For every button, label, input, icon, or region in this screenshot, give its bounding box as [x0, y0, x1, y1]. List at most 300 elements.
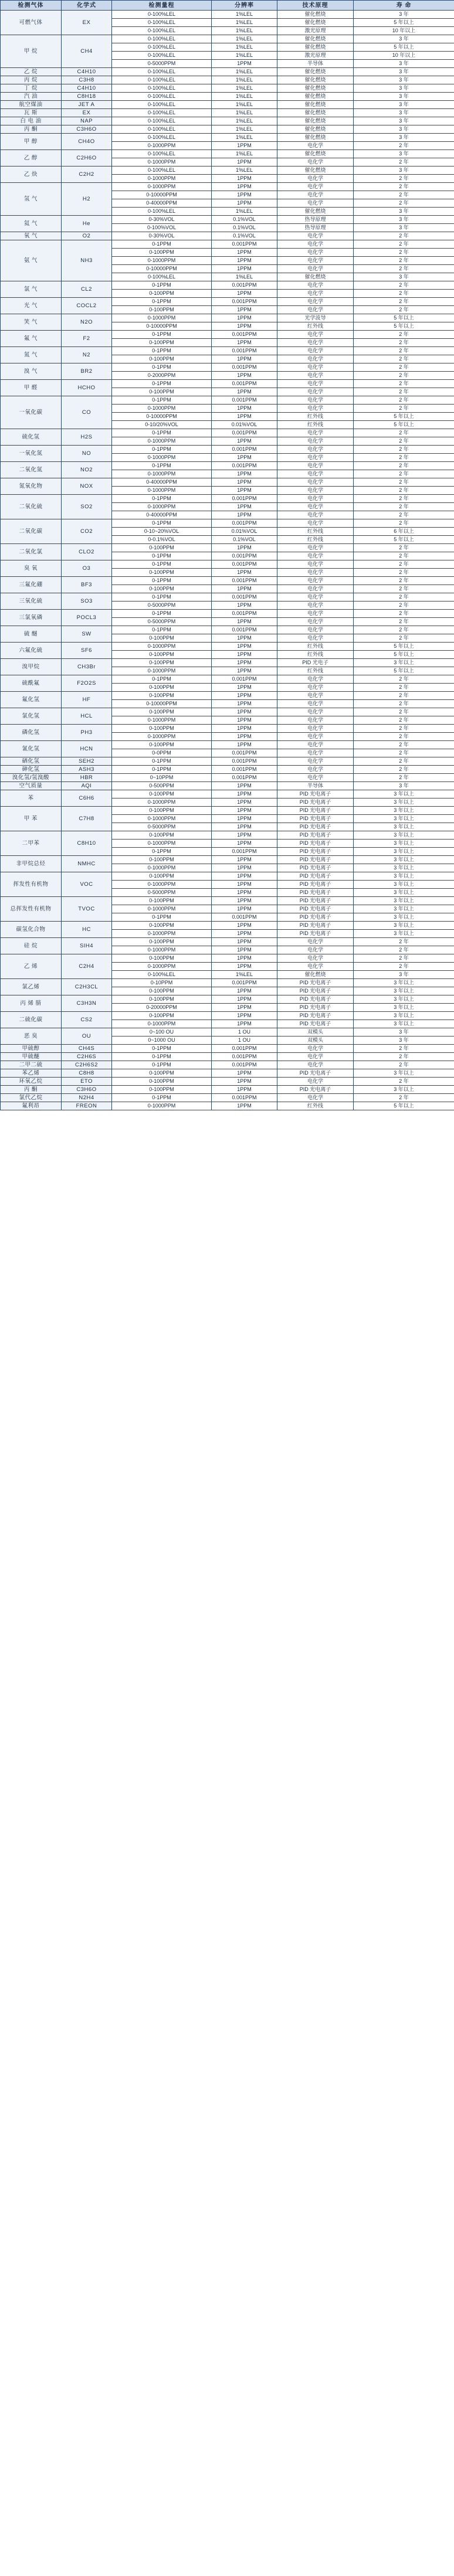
- detection-range-cell: 0-1000PPM: [112, 798, 212, 807]
- detection-range-cell: 0-1PPM: [112, 519, 212, 528]
- gas-name-cell: 氯化氢: [1, 708, 62, 725]
- resolution-cell: 1PPM: [212, 265, 277, 273]
- technology-cell: 电化学: [277, 1045, 354, 1053]
- technology-cell: PID 光电离子: [277, 823, 354, 831]
- lifetime-cell: 3 年以上: [354, 1069, 454, 1078]
- resolution-cell: 1PPM: [212, 191, 277, 199]
- lifetime-cell: 2 年: [354, 503, 454, 511]
- lifetime-cell: 5 年以上: [354, 536, 454, 544]
- gas-name-cell: 甲硫醇: [1, 1045, 62, 1053]
- gas-name-cell: 二硫化碳: [1, 1012, 62, 1028]
- technology-cell: 电化学: [277, 757, 354, 766]
- table-row: [1, 675, 454, 684]
- detection-range-cell: 0-100%LEL: [112, 971, 212, 979]
- column-header-resolution: 分辨率: [212, 1, 277, 11]
- detection-range-cell: 0-1PPM: [112, 577, 212, 585]
- detection-range-cell: 0-2000PPM: [112, 372, 212, 380]
- gas-formula-cell: EX: [62, 109, 112, 117]
- detection-range-cell: 0-40000PPM: [112, 478, 212, 487]
- technology-cell: PID 光电离子: [277, 987, 354, 995]
- table-row: [1, 577, 454, 585]
- lifetime-cell: 2 年: [354, 470, 454, 478]
- lifetime-cell: 2 年: [354, 495, 454, 503]
- detection-range-cell: 0-100PPM: [112, 306, 212, 314]
- lifetime-cell: 2 年: [354, 281, 454, 290]
- lifetime-cell: 5 年以上: [354, 322, 454, 331]
- technology-cell: 激光原理: [277, 52, 354, 60]
- technology-cell: PID 光电离子: [277, 798, 354, 807]
- gas-formula-cell: BF3: [62, 577, 112, 593]
- resolution-cell: 1%LEL: [212, 109, 277, 117]
- technology-cell: 红外线: [277, 528, 354, 536]
- resolution-cell: 0.1%VOL: [212, 224, 277, 232]
- resolution-cell: 1%LEL: [212, 19, 277, 27]
- detection-range-cell: 0-1PPM: [112, 913, 212, 922]
- technology-cell: PID 光电离子: [277, 815, 354, 823]
- gas-formula-cell: C8H10: [62, 831, 112, 856]
- resolution-cell: 0.001PPM: [212, 281, 277, 290]
- resolution-cell: 0.001PPM: [212, 495, 277, 503]
- detection-range-cell: 0-10000PPM: [112, 322, 212, 331]
- technology-cell: PID 光电离子: [277, 831, 354, 840]
- technology-cell: 电化学: [277, 601, 354, 610]
- detection-range-cell: 0-1PPM: [112, 560, 212, 569]
- gas-formula-cell: FREON: [62, 1102, 112, 1110]
- gas-name-cell: 可燃气体: [1, 11, 62, 35]
- gas-formula-cell: TVOC: [62, 897, 112, 922]
- table-row: [1, 790, 454, 798]
- lifetime-cell: 2 年: [354, 938, 454, 946]
- column-header-technology: 技术原理: [277, 1, 354, 11]
- gas-formula-cell: CH4: [62, 35, 112, 68]
- detection-range-cell: 0-100PPM: [112, 872, 212, 881]
- resolution-cell: 1PPM: [212, 987, 277, 995]
- technology-cell: 电化学: [277, 634, 354, 643]
- technology-cell: 电化学: [277, 265, 354, 273]
- gas-formula-cell: HBR: [62, 774, 112, 782]
- table-row: [1, 626, 454, 634]
- gas-formula-cell: OU: [62, 1028, 112, 1045]
- detection-range-cell: 0-1PPM: [112, 552, 212, 560]
- lifetime-cell: 2 年: [354, 1061, 454, 1069]
- lifetime-cell: 2 年: [354, 355, 454, 363]
- resolution-cell: 1%LEL: [212, 101, 277, 109]
- technology-cell: 电化学: [277, 503, 354, 511]
- lifetime-cell: 3 年: [354, 224, 454, 232]
- detection-range-cell: 0-40000PPM: [112, 199, 212, 208]
- technology-cell: 电化学: [277, 462, 354, 470]
- gas-name-cell: 光 气: [1, 298, 62, 314]
- resolution-cell: 1%LEL: [212, 43, 277, 52]
- resolution-cell: 1PPM: [212, 823, 277, 831]
- resolution-cell: 1%LEL: [212, 971, 277, 979]
- resolution-cell: 1%LEL: [212, 35, 277, 43]
- lifetime-cell: 2 年: [354, 372, 454, 380]
- table-row: [1, 593, 454, 601]
- table-row: [1, 462, 454, 470]
- gas-formula-cell: SW: [62, 626, 112, 643]
- lifetime-cell: 3 年以上: [354, 1012, 454, 1020]
- technology-cell: 电化学: [277, 158, 354, 166]
- detection-range-cell: 0~1000 OU: [112, 1036, 212, 1045]
- detection-range-cell: 0-100PPM: [112, 725, 212, 733]
- gas-formula-cell: BR2: [62, 363, 112, 380]
- detection-range-cell: 0-5000PPM: [112, 601, 212, 610]
- technology-cell: 光学波导: [277, 314, 354, 322]
- gas-formula-cell: C4H10: [62, 84, 112, 93]
- gas-name-cell: 三氟化硼: [1, 577, 62, 593]
- gas-formula-cell: C3H3N: [62, 995, 112, 1012]
- lifetime-cell: 3 年: [354, 101, 454, 109]
- detection-range-cell: 0-100PPM: [112, 659, 212, 667]
- resolution-cell: 1PPM: [212, 889, 277, 897]
- lifetime-cell: 2 年: [354, 757, 454, 766]
- table-row: [1, 659, 454, 667]
- detection-range-cell: 0-1PPM: [112, 331, 212, 339]
- resolution-cell: 1%LEL: [212, 273, 277, 281]
- lifetime-cell: 3 年以上: [354, 922, 454, 930]
- lifetime-cell: 2 年: [354, 519, 454, 528]
- resolution-cell: 0.001PPM: [212, 577, 277, 585]
- lifetime-cell: 3 年: [354, 273, 454, 281]
- lifetime-cell: 2 年: [354, 700, 454, 708]
- table-row: [1, 216, 454, 224]
- technology-cell: PID 光电离子: [277, 848, 354, 856]
- resolution-cell: 1PPM: [212, 618, 277, 626]
- resolution-cell: 1PPM: [212, 831, 277, 840]
- column-header-range: 检测量程: [112, 1, 212, 11]
- resolution-cell: 0.001PPM: [212, 749, 277, 757]
- table-row: [1, 692, 454, 700]
- resolution-cell: 1%LEL: [212, 84, 277, 93]
- lifetime-cell: 2 年: [354, 363, 454, 372]
- lifetime-cell: 3 年以上: [354, 659, 454, 667]
- lifetime-cell: 2 年: [354, 199, 454, 208]
- detection-range-cell: 0-10/20%VOL: [112, 421, 212, 429]
- technology-cell: 电化学: [277, 733, 354, 741]
- lifetime-cell: 5 年以上: [354, 19, 454, 27]
- resolution-cell: 1PPM: [212, 1069, 277, 1078]
- technology-cell: 电化学: [277, 175, 354, 183]
- detection-range-cell: 0-1PPM: [112, 495, 212, 503]
- gas-formula-cell: JET A: [62, 101, 112, 109]
- gas-name-cell: 丙 烯 腈: [1, 995, 62, 1012]
- detection-range-cell: 0-100%LEL: [112, 208, 212, 216]
- gas-name-cell: 二甲二硫: [1, 1061, 62, 1069]
- gas-formula-cell: HC: [62, 922, 112, 938]
- table-row: [1, 495, 454, 503]
- detection-range-cell: 0-100PPM: [112, 897, 212, 905]
- table-row: [1, 995, 454, 1004]
- lifetime-cell: 3 年: [354, 1028, 454, 1036]
- technology-cell: 电化学: [277, 249, 354, 257]
- resolution-cell: 1PPM: [212, 807, 277, 815]
- resolution-cell: 1PPM: [212, 651, 277, 659]
- resolution-cell: 0.001PPM: [212, 766, 277, 774]
- table-row: [1, 429, 454, 437]
- gas-formula-cell: C7H8: [62, 807, 112, 831]
- table-row: [1, 347, 454, 355]
- technology-cell: 电化学: [277, 199, 354, 208]
- lifetime-cell: 2 年: [354, 626, 454, 634]
- lifetime-cell: 2 年: [354, 290, 454, 298]
- detection-range-cell: 0-1PPM: [112, 429, 212, 437]
- detection-range-cell: 0-1PPM: [112, 1045, 212, 1053]
- table-row: [1, 331, 454, 339]
- lifetime-cell: 3 年: [354, 150, 454, 158]
- lifetime-cell: 3 年: [354, 125, 454, 134]
- gas-formula-cell: C6H6: [62, 790, 112, 807]
- gas-formula-cell: HCL: [62, 708, 112, 725]
- gas-formula-cell: ETO: [62, 1078, 112, 1086]
- detection-range-cell: 0-100%LEL: [112, 11, 212, 19]
- gas-formula-cell: NO2: [62, 462, 112, 478]
- technology-cell: PID 光电离子: [277, 889, 354, 897]
- technology-cell: PID 光电离子: [277, 1012, 354, 1020]
- resolution-cell: 1PPM: [212, 881, 277, 889]
- detection-range-cell: 0-100PPM: [112, 741, 212, 749]
- lifetime-cell: 2 年: [354, 610, 454, 618]
- detection-range-cell: 0-1000PPM: [112, 815, 212, 823]
- detection-range-cell: 0-1000PPM: [112, 487, 212, 495]
- gas-name-cell: 乙 炔: [1, 166, 62, 183]
- gas-formula-cell: NH3: [62, 240, 112, 281]
- table-row: [1, 1094, 454, 1102]
- detection-range-cell: 0-100%LEL: [112, 134, 212, 142]
- table-row: [1, 183, 454, 191]
- technology-cell: 电化学: [277, 380, 354, 388]
- table-row: [1, 76, 454, 84]
- detection-range-cell: 0-1000PPM: [112, 930, 212, 938]
- lifetime-cell: 3 年: [354, 109, 454, 117]
- table-row: [1, 396, 454, 405]
- lifetime-cell: 2 年: [354, 684, 454, 692]
- technology-cell: 电化学: [277, 142, 354, 150]
- technology-cell: 催化燃烧: [277, 125, 354, 134]
- technology-cell: PID 光电离子: [277, 930, 354, 938]
- table-row: [1, 117, 454, 125]
- lifetime-cell: 2 年: [354, 1053, 454, 1061]
- lifetime-cell: 3 年以上: [354, 790, 454, 798]
- lifetime-cell: 5 年以上: [354, 314, 454, 322]
- resolution-cell: 0.001PPM: [212, 1061, 277, 1069]
- detection-range-cell: 0-1000PPM: [112, 716, 212, 725]
- lifetime-cell: 2 年: [354, 240, 454, 249]
- detection-range-cell: 0-10000PPM: [112, 700, 212, 708]
- technology-cell: 电化学: [277, 298, 354, 306]
- lifetime-cell: 3 年: [354, 1036, 454, 1045]
- detection-range-cell: 0-100PPM: [112, 807, 212, 815]
- gas-formula-cell: VOC: [62, 872, 112, 897]
- lifetime-cell: 6 年以上: [354, 528, 454, 536]
- lifetime-cell: 2 年: [354, 733, 454, 741]
- detection-range-cell: 0-100%LEL: [112, 273, 212, 281]
- technology-cell: PID 光电离子: [277, 807, 354, 815]
- resolution-cell: 0.001PPM: [212, 1094, 277, 1102]
- table-row: [1, 1069, 454, 1078]
- gas-name-cell: 恶 臭: [1, 1028, 62, 1045]
- table-row: [1, 922, 454, 930]
- technology-cell: 电化学: [277, 544, 354, 552]
- detection-range-cell: 0-10PPM: [112, 979, 212, 987]
- technology-cell: PID 光电离子: [277, 1069, 354, 1078]
- gas-name-cell: 丙 烷: [1, 76, 62, 84]
- lifetime-cell: 3 年: [354, 68, 454, 76]
- detection-range-cell: 0-500PPM: [112, 782, 212, 790]
- lifetime-cell: 3 年以上: [354, 987, 454, 995]
- technology-cell: 催化燃烧: [277, 43, 354, 52]
- gas-name-cell: 汽 油: [1, 93, 62, 101]
- gas-name-cell: 氯代乙烷: [1, 1094, 62, 1102]
- gas-formula-cell: CH4O: [62, 134, 112, 150]
- lifetime-cell: 2 年: [354, 569, 454, 577]
- technology-cell: 热导原理: [277, 216, 354, 224]
- technology-cell: 催化燃烧: [277, 35, 354, 43]
- resolution-cell: 1PPM: [212, 733, 277, 741]
- gas-name-cell: 乙 烯: [1, 954, 62, 979]
- technology-cell: 电化学: [277, 339, 354, 347]
- lifetime-cell: 3 年以上: [354, 815, 454, 823]
- gas-name-cell: 碳氢化合物: [1, 922, 62, 938]
- detection-range-cell: 0-1000PPM: [112, 1102, 212, 1110]
- detection-range-cell: 0-100PPM: [112, 856, 212, 864]
- technology-cell: 催化燃烧: [277, 11, 354, 19]
- gas-formula-cell: CLO2: [62, 544, 112, 560]
- lifetime-cell: 2 年: [354, 388, 454, 396]
- table-row: [1, 725, 454, 733]
- gas-name-cell: 瓦 斯: [1, 109, 62, 117]
- detection-range-cell: 0-100PPM: [112, 1069, 212, 1078]
- lifetime-cell: 3 年: [354, 166, 454, 175]
- gas-name-cell: 磷化氢: [1, 725, 62, 741]
- table-row: [1, 872, 454, 881]
- resolution-cell: 1PPM: [212, 158, 277, 166]
- technology-cell: PID 光电离子: [277, 905, 354, 913]
- technology-cell: 催化燃烧: [277, 208, 354, 216]
- technology-cell: 电化学: [277, 1061, 354, 1069]
- resolution-cell: 1PPM: [212, 60, 277, 68]
- lifetime-cell: 2 年: [354, 306, 454, 314]
- resolution-cell: 0.001PPM: [212, 462, 277, 470]
- resolution-cell: 1PPM: [212, 725, 277, 733]
- detection-range-cell: 0-100PPM: [112, 569, 212, 577]
- technology-cell: 电化学: [277, 552, 354, 560]
- technology-cell: 电化学: [277, 569, 354, 577]
- resolution-cell: 0.001PPM: [212, 913, 277, 922]
- table-body: [1, 11, 454, 1110]
- technology-cell: 催化燃烧: [277, 76, 354, 84]
- resolution-cell: 0.001PPM: [212, 519, 277, 528]
- gas-formula-cell: F2O2S: [62, 675, 112, 692]
- resolution-cell: 0.001PPM: [212, 979, 277, 987]
- gas-name-cell: 乙 烷: [1, 68, 62, 76]
- table-row: [1, 232, 454, 240]
- lifetime-cell: 3 年以上: [354, 807, 454, 815]
- technology-cell: 电化学: [277, 511, 354, 519]
- technology-cell: 电化学: [277, 388, 354, 396]
- table-row: [1, 544, 454, 552]
- gas-sensor-spec-sheet: [0, 0, 454, 1110]
- resolution-cell: 1PPM: [212, 643, 277, 651]
- resolution-cell: 1PPM: [212, 1020, 277, 1028]
- lifetime-cell: 3 年: [354, 93, 454, 101]
- technology-cell: 催化燃烧: [277, 109, 354, 117]
- detection-range-cell: 0-1000PPM: [112, 667, 212, 675]
- lifetime-cell: 2 年: [354, 437, 454, 446]
- detection-range-cell: 0-100%LEL: [112, 76, 212, 84]
- detection-range-cell: 0-1000PPM: [112, 905, 212, 913]
- technology-cell: 电化学: [277, 257, 354, 265]
- technology-cell: 激光原理: [277, 27, 354, 35]
- lifetime-cell: 2 年: [354, 331, 454, 339]
- table-row: [1, 298, 454, 306]
- lifetime-cell: 2 年: [354, 741, 454, 749]
- lifetime-cell: 2 年: [354, 396, 454, 405]
- detection-range-cell: 0~100 OU: [112, 1028, 212, 1036]
- lifetime-cell: 2 年: [354, 265, 454, 273]
- technology-cell: 催化燃烧: [277, 101, 354, 109]
- table-row: [1, 101, 454, 109]
- gas-name-cell: 非甲烷总烃: [1, 856, 62, 872]
- gas-formula-cell: SF6: [62, 643, 112, 659]
- resolution-cell: 1PPM: [212, 1012, 277, 1020]
- table-row: [1, 84, 454, 93]
- technology-cell: PID 光电离子: [277, 913, 354, 922]
- gas-formula-cell: HCHO: [62, 380, 112, 396]
- resolution-cell: 1 OU: [212, 1028, 277, 1036]
- resolution-cell: 1PPM: [212, 946, 277, 954]
- technology-cell: 电化学: [277, 396, 354, 405]
- resolution-cell: 1%LEL: [212, 27, 277, 35]
- lifetime-cell: 3 年: [354, 60, 454, 68]
- resolution-cell: 1PPM: [212, 544, 277, 552]
- technology-cell: 电化学: [277, 560, 354, 569]
- resolution-cell: 1PPM: [212, 372, 277, 380]
- lifetime-cell: 2 年: [354, 577, 454, 585]
- resolution-cell: 1PPM: [212, 183, 277, 191]
- detection-range-cell: 0-1000PPM: [112, 881, 212, 889]
- resolution-cell: 1PPM: [212, 322, 277, 331]
- detection-range-cell: 0-100PPM: [112, 692, 212, 700]
- resolution-cell: 1PPM: [212, 700, 277, 708]
- lifetime-cell: 2 年: [354, 249, 454, 257]
- table-row: [1, 1028, 454, 1036]
- lifetime-cell: 2 年: [354, 339, 454, 347]
- detection-range-cell: 0-30%VOL: [112, 232, 212, 240]
- resolution-cell: 1%LEL: [212, 125, 277, 134]
- resolution-cell: 1PPM: [212, 872, 277, 881]
- detection-range-cell: 0-0PPM: [112, 749, 212, 757]
- gas-name-cell: 氟 气: [1, 331, 62, 347]
- resolution-cell: 1PPM: [212, 511, 277, 519]
- table-header-row: [1, 1, 454, 11]
- resolution-cell: 1PPM: [212, 634, 277, 643]
- resolution-cell: 1PPM: [212, 1078, 277, 1086]
- gas-formula-cell: C8H8: [62, 1069, 112, 1078]
- gas-name-cell: 航空煤油: [1, 101, 62, 109]
- resolution-cell: 0.001PPM: [212, 675, 277, 684]
- technology-cell: 电化学: [277, 372, 354, 380]
- detection-range-cell: 0-1000PPM: [112, 437, 212, 446]
- resolution-cell: 1PPM: [212, 995, 277, 1004]
- gas-name-cell: 丙 酮: [1, 125, 62, 134]
- lifetime-cell: 2 年: [354, 692, 454, 700]
- lifetime-cell: 3 年以上: [354, 889, 454, 897]
- detection-range-cell: 0-1PPM: [112, 610, 212, 618]
- gas-name-cell: 氟化氢: [1, 692, 62, 708]
- resolution-cell: 1PPM: [212, 938, 277, 946]
- lifetime-cell: 3 年: [354, 208, 454, 216]
